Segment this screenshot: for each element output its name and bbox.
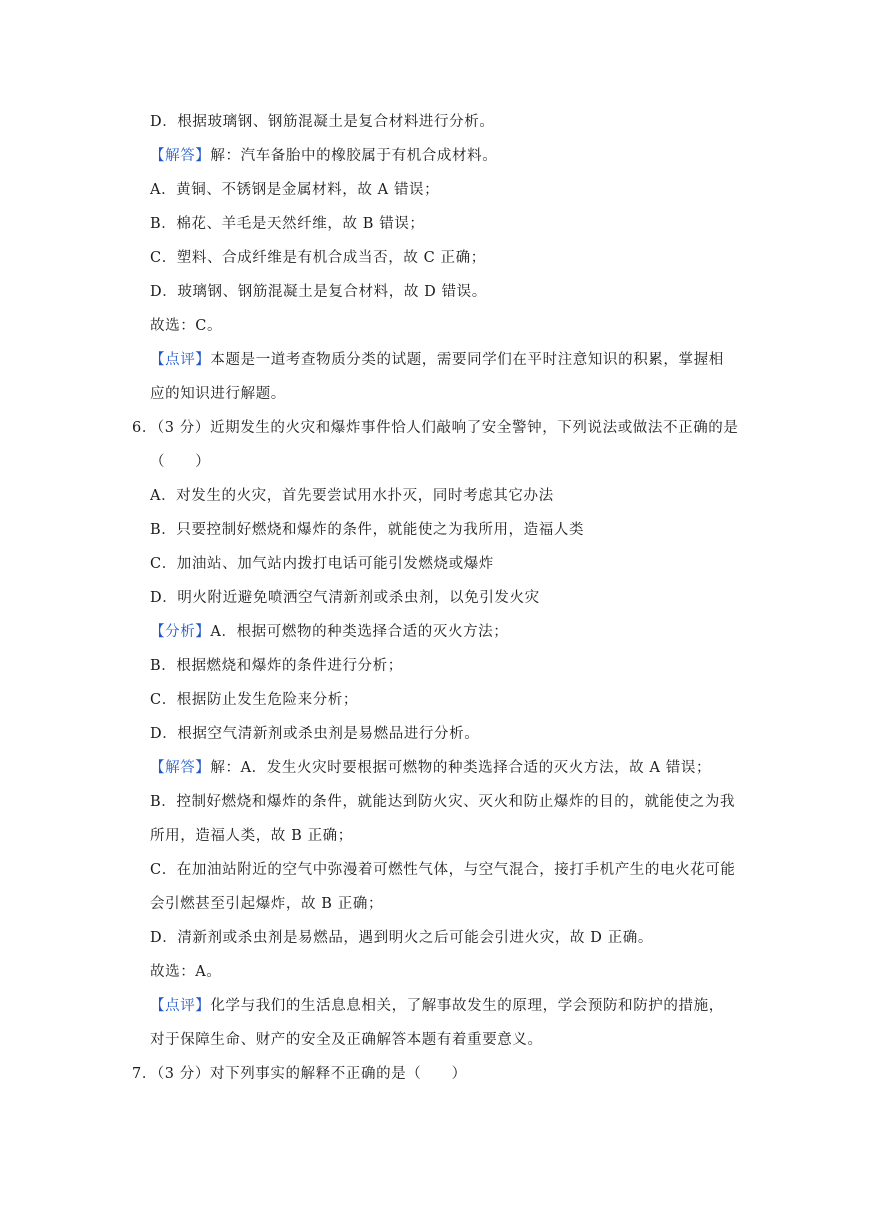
q6-answer-d: D．清新剂或杀虫剂是易燃品，遇到明火之后可能会引进火灾，故 D 正确。 — [150, 930, 653, 946]
q5-answer-lead-text: 解：汽车备胎中的橡胶属于有机合成材料。 — [210, 148, 498, 164]
q6-comment-line1 — [150, 996, 724, 1016]
answer-tag: 【解答】 — [150, 760, 211, 776]
analysis-tag: 【分析】 — [150, 624, 211, 640]
q6-answer-a — [150, 758, 711, 778]
q5-comment-line1 — [150, 350, 724, 370]
q5-answer-choice: 故选：C。 — [150, 318, 223, 334]
q5-answer-a: A．黄铜、不锈钢是金属材料，故 A 错误； — [150, 182, 440, 198]
q5-answer-c: C．塑料、合成纤维是有机合成当否，故 C 正确； — [150, 250, 486, 266]
q6-answer-b-line2: 所用，造福人类，故 B 正确； — [150, 828, 353, 844]
q6-answer-c-line1: C．在加油站附近的空气中弥漫着可燃性气体，与空气混合，接打手机产生的电火花可能 — [150, 862, 736, 878]
q5-answer-b: B．棉花、羊毛是天然纤维，故 B 错误； — [150, 216, 425, 232]
q6-analysis-a — [150, 622, 508, 642]
q7-stem: 7．（3 分）对下列事实的解释不正确的是（ ） — [132, 1066, 467, 1082]
q6-answer-b-line1: B．控制好燃烧和爆炸的条件，就能达到防火灾、灭火和防止爆炸的目的，就能使之为我 — [150, 794, 736, 810]
q6-option-c: C．加油站、加气站内拨打电话可能引发燃烧或爆炸 — [150, 556, 494, 572]
q6-stem-line2: （ ） — [150, 454, 211, 470]
q5-answer-d: D．玻璃钢、钢筋混凝土是复合材料，故 D 错误。 — [150, 284, 487, 300]
q5-answer-lead — [150, 146, 497, 166]
q6-option-d: D．明火附近避免喷洒空气清新剂或杀虫剂，以免引发火灾 — [150, 590, 540, 606]
q6-answer-choice: 故选：A。 — [150, 964, 222, 980]
q6-comment-text: 化学与我们的生活息息相关，了解事故发生的原理，学会预防和防护的措施， — [210, 998, 724, 1014]
q5-comment-line2: 应的知识进行解题。 — [150, 386, 286, 402]
comment-tag: 【点评】 — [150, 998, 211, 1014]
q5-analysis-d: D．根据玻璃钢、钢筋混凝土是复合材料进行分析。 — [150, 114, 495, 130]
q6-answer-a-text: 解：A．发生火灾时要根据可燃物的种类选择合适的灭火方法，故 A 错误； — [210, 760, 712, 776]
q6-answer-c-line2: 会引燃甚至引起爆炸，故 B 正确； — [150, 896, 384, 912]
q6-analysis-d: D．根据空气清新剂或杀虫剂是易燃品进行分析。 — [150, 726, 480, 742]
q6-option-a: A．对发生的火灾，首先要尝试用水扑灭，同时考虑其它办法 — [150, 488, 554, 504]
q5-comment-text: 本题是一道考查物质分类的试题，需要同学们在平时注意知识的积累，掌握相 — [210, 352, 724, 368]
q6-analysis-c: C．根据防止发生危险来分析； — [150, 692, 358, 708]
q6-stem-line1: 6．（3 分）近期发生的火灾和爆炸事件恰人们敲响了安全警钟，下列说法或做法不正确的是 — [132, 420, 739, 436]
comment-tag: 【点评】 — [150, 352, 211, 368]
answer-tag: 【解答】 — [150, 148, 211, 164]
q6-option-b: B．只要控制好燃烧和爆炸的条件，就能使之为我所用，造福人类 — [150, 522, 585, 538]
q6-comment-line2: 对于保障生命、财产的安全及正确解答本题有着重要意义。 — [150, 1032, 543, 1048]
q6-analysis-b: B．根据燃烧和爆炸的条件进行分析； — [150, 658, 403, 674]
q6-analysis-a-text: A．根据可燃物的种类选择合适的灭火方法； — [210, 624, 509, 640]
